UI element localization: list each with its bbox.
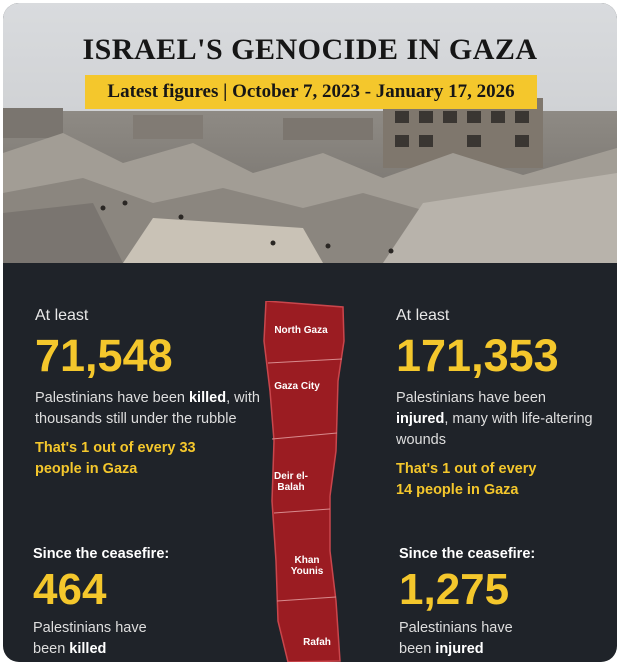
- ceasefire-injured-block: [399, 546, 599, 660]
- killed-ratio: That's 1 out of every 33 people in Gaza: [35, 440, 196, 477]
- killed-stat-block: [35, 307, 260, 480]
- ceasefire-injured-number: 1,275: [399, 565, 510, 614]
- ceasefire-killed-description: Palestinians have been killed: [33, 620, 147, 657]
- map-label-deir-el-balah: Deir el-Balah: [274, 471, 308, 493]
- page-title: ISRAEL'S GENOCIDE IN GAZA: [82, 33, 538, 66]
- ceasefire-injured-description: Palestinians have been injured: [399, 620, 513, 657]
- injured-number: 171,353: [396, 330, 559, 381]
- injured-ratio: That's 1 out of every 14 people in Gaza: [396, 461, 537, 498]
- infographic-card: [3, 3, 617, 662]
- killed-number: 71,548: [35, 330, 173, 381]
- injured-stat-block: [396, 307, 596, 501]
- ceasefire-killed-block: [33, 546, 233, 660]
- injured-description: Palestinians have been injured, many with life-altering wounds: [396, 390, 593, 448]
- ceasefire-killed-number: 464: [33, 565, 107, 614]
- map-label-gaza-city: Gaza City: [274, 381, 320, 392]
- date-range-banner: Latest figures | October 7, 2023 - January 17, 2026: [85, 75, 537, 109]
- killed-description: Palestinians have been killed, with thousands still under the rubble: [35, 390, 260, 427]
- ceasefire-injured-heading: Since the ceasefire:: [399, 546, 536, 562]
- map-label-rafah: Rafah: [303, 637, 331, 648]
- killed-lead: At least: [35, 307, 89, 324]
- ceasefire-killed-heading: Since the ceasefire:: [33, 546, 170, 562]
- map-label-khan-younis: Khan Younis: [290, 555, 324, 577]
- map-label-north-gaza: North Gaza: [274, 325, 328, 336]
- injured-lead: At least: [396, 307, 450, 324]
